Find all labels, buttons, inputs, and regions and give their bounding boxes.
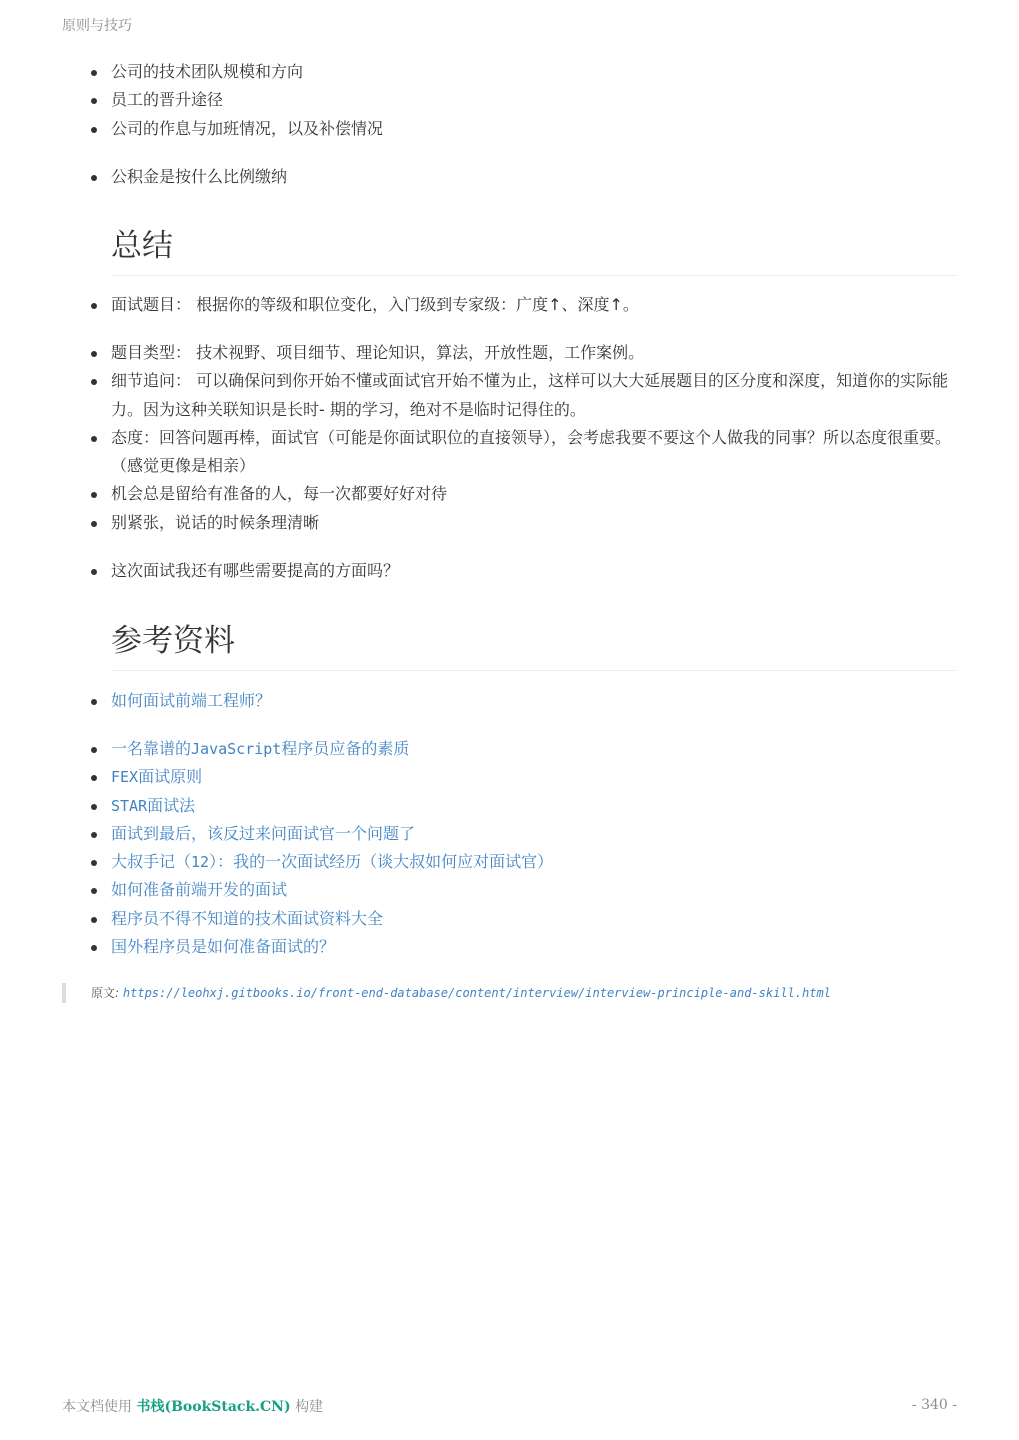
summary-list: [0, 291, 1019, 319]
list-item: 这次面试我还有哪些需要提高的方面吗？: [0, 557, 1019, 585]
footer-brand-link[interactable]: 书栈(BookStack.CN): [136, 1399, 291, 1415]
source-url-link[interactable]: https://leohxj.gitbooks.io/front-end-database/content/interview/interview-principle-and-skill.html: [122, 986, 831, 1000]
list-item: [0, 735, 1019, 763]
source-blockquote: [62, 983, 986, 1003]
page-number: - 340 -: [911, 1397, 957, 1413]
references-heading: 参考资料: [111, 615, 957, 671]
footer-suffix: 构建: [295, 1399, 324, 1415]
list-item: 题目类型： 技术视野、项目细节、理论知识，算法，开放性题，工作案例。: [0, 339, 1019, 367]
list-item: 公司的技术团队规模和方向: [0, 58, 1019, 86]
list-item: [0, 687, 1019, 715]
list-item: 员工的晋升途径: [0, 86, 1019, 114]
footer-credit: [62, 1396, 323, 1416]
list-item: [0, 848, 1019, 876]
list-item: 别紧张，说话的时候条理清晰: [0, 509, 1019, 537]
list-item: 公积金是按什么比例缴纳: [0, 163, 1019, 191]
reference-link-foreign-programmers[interactable]: 国外程序员是如何准备面试的？: [111, 937, 336, 957]
summary-heading: 总结: [111, 220, 957, 276]
question-list-continued: [0, 163, 1019, 191]
reference-link-ask-interviewer[interactable]: 面试到最后，该反过来问面试官一个问题了: [111, 823, 416, 843]
summary-list-continued: [0, 339, 1019, 537]
source-label: 原文: [91, 986, 116, 1000]
list-item: [0, 905, 1019, 933]
references-list-continued: [0, 735, 1019, 961]
list-item: [0, 876, 1019, 904]
reference-link-javascript-qualities[interactable]: 一名靠谱的JavaScript程序员应备的素质: [111, 739, 410, 758]
source-colon: :: [115, 986, 120, 1000]
list-item: 面试题目： 根据你的等级和职位变化，入门级到专家级：广度↑、深度↑。: [0, 291, 1019, 319]
running-header: 原则与技巧: [62, 18, 132, 34]
list-item: [0, 820, 1019, 848]
list-item: [0, 763, 1019, 791]
reference-link-interview-resources[interactable]: 程序员不得不知道的技术面试资料大全: [111, 908, 384, 928]
list-item: [0, 792, 1019, 820]
list-item: 机会总是留给有准备的人，每一次都要好好对待: [0, 480, 1019, 508]
footer-prefix: 本文档使用: [62, 1399, 132, 1415]
reference-link-fex-principles[interactable]: FEX面试原则: [111, 767, 203, 787]
list-item: 细节追问： 可以确保问到你开始不懂或面试官开始不懂为止，这样可以大大延展题目的区分度和深度，知道你的实际能力。因为这种关联知识是长时- 期的学习，绝对不是临时记得住的。: [0, 367, 1019, 424]
reference-link-star-method[interactable]: STAR面试法: [111, 795, 196, 815]
list-item: [0, 933, 1019, 961]
reference-link-interview-frontend[interactable]: 如何面试前端工程师？: [111, 691, 272, 710]
list-item: 公司的作息与加班情况，以及补偿情况: [0, 115, 1019, 143]
reference-link-uncle-notes[interactable]: 大叔手记（12）：我的一次面试经历（谈大叔如何应对面试官）: [111, 852, 554, 872]
question-list: [0, 58, 1019, 143]
list-item: 态度：回答问题再棒，面试官（可能是你面试职位的直接领导），会考虑我要不要这个人做我的同事？所以态度很重要。（感觉更像是相亲）: [0, 424, 1019, 481]
references-list: [0, 687, 1019, 715]
summary-list-final: [0, 557, 1019, 585]
reference-link-prepare-frontend[interactable]: 如何准备前端开发的面试: [111, 880, 288, 900]
